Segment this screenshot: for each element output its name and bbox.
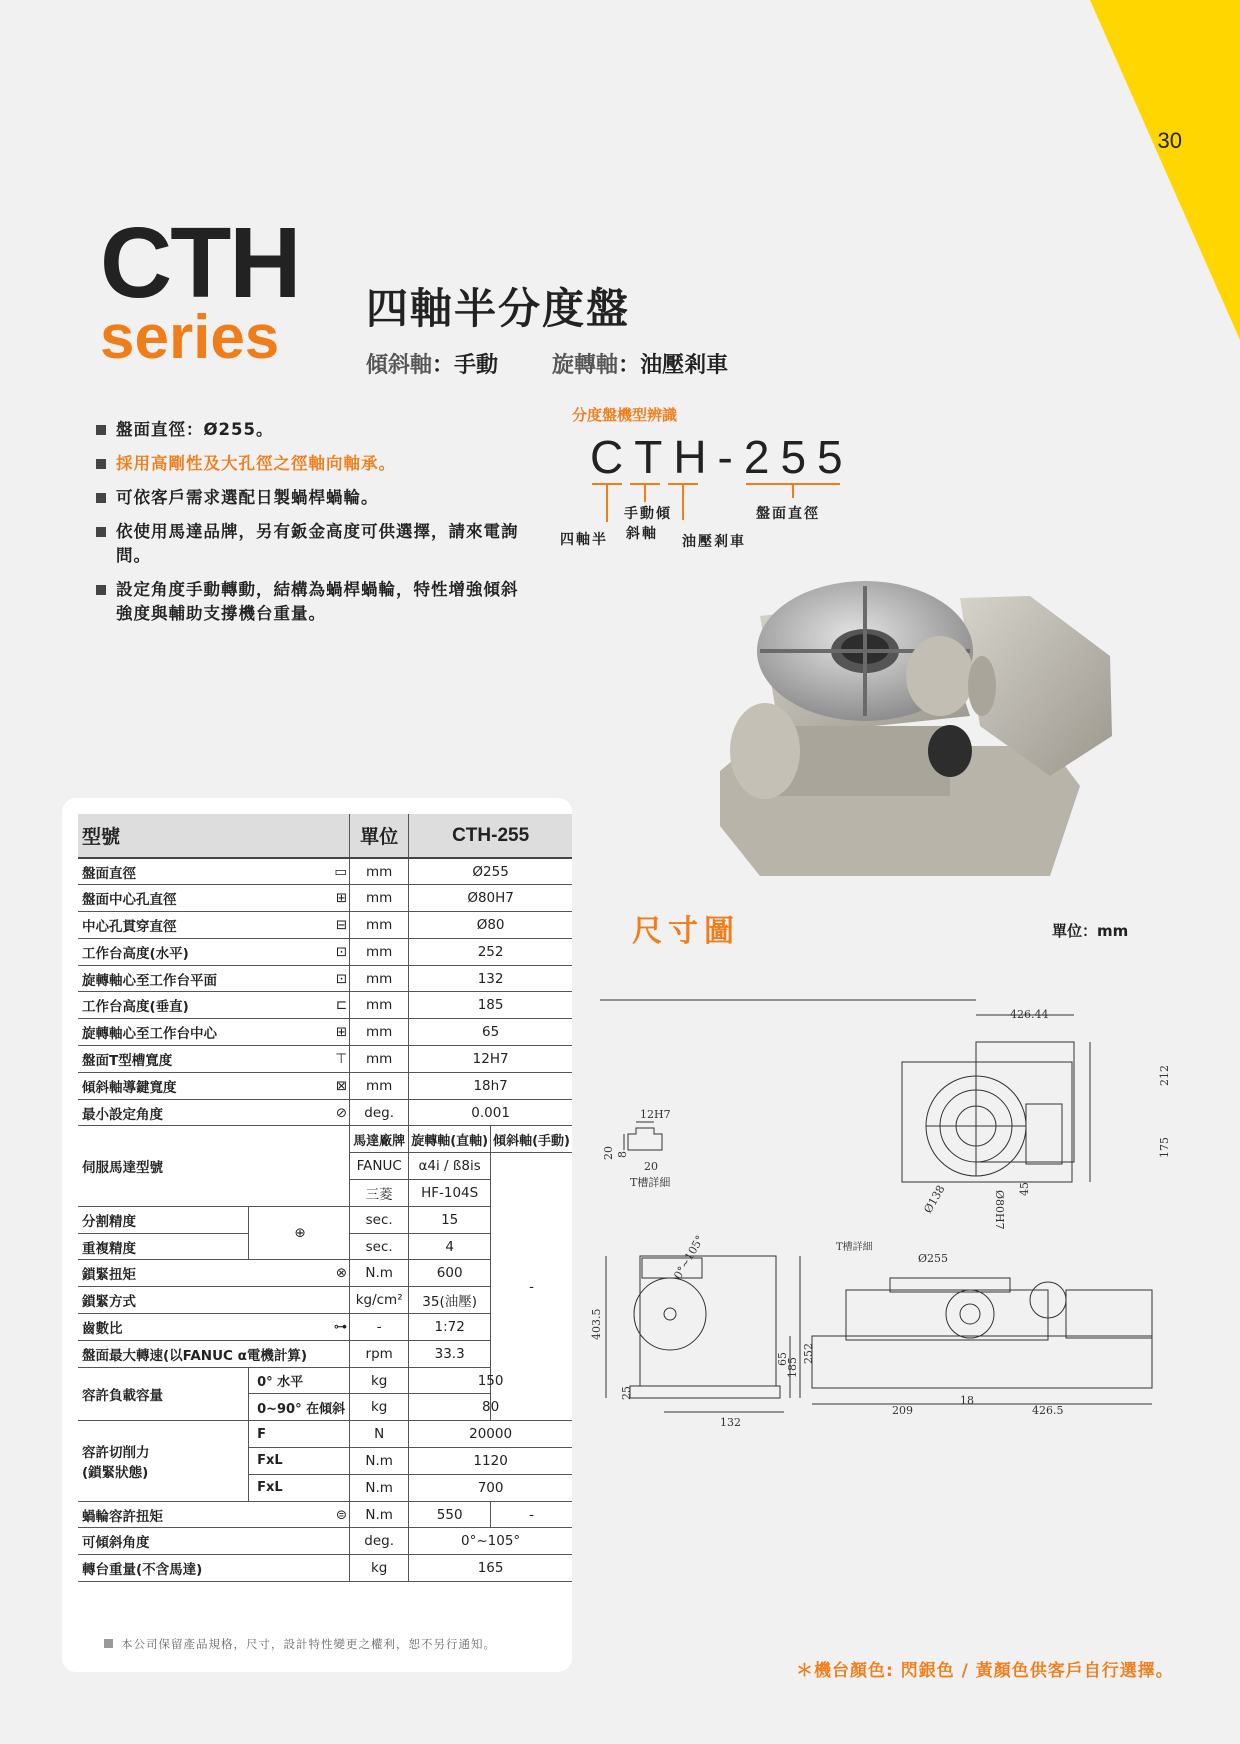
front-view-drawing xyxy=(606,1256,800,1412)
svg-text:Ø255: Ø255 xyxy=(918,1252,949,1265)
svg-text:426.5: 426.5 xyxy=(1032,1404,1064,1417)
feature-item: 採用高剛性及大孔徑之徑軸向軸承。 xyxy=(96,452,528,476)
top-view-drawing xyxy=(600,1000,1090,1182)
table-row: 容許負載容量 0° 水平 kg 150 xyxy=(78,1367,572,1394)
svg-text:175: 175 xyxy=(1158,1137,1171,1158)
svg-text:12H7: 12H7 xyxy=(640,1108,671,1121)
table-row: 旋轉軸心至工作台平面 ⊡ mm 132 xyxy=(78,965,572,992)
table-row: 重複精度 sec. 4 xyxy=(78,1233,572,1260)
caption-tilt-axis: 斜軸 xyxy=(626,526,658,542)
table-row: 可傾斜角度 deg. 0°~105° xyxy=(78,1528,572,1555)
center-hole-icon: ⊞ xyxy=(335,890,348,907)
caption-4axis: 四軸半 xyxy=(560,532,608,548)
t-slot-icon: ⊤ xyxy=(335,1050,348,1067)
svg-text:45: 45 xyxy=(1018,1182,1031,1196)
spec-table-card xyxy=(62,798,572,1672)
feature-list xyxy=(96,418,528,636)
table-diameter-icon: ▭ xyxy=(334,863,348,880)
axis-to-center-icon: ⊞ xyxy=(335,1024,348,1041)
table-row: 最小設定角度 ⊘ deg. 0.001 xyxy=(78,1099,572,1126)
table-header-row xyxy=(78,814,572,858)
caption-manual-tilt: 手動傾 xyxy=(624,506,672,522)
height-vertical-icon: ⊏ xyxy=(335,997,348,1014)
guide-key-icon: ⊠ xyxy=(335,1077,348,1094)
gear-ratio-icon: ⊶ xyxy=(333,1318,348,1335)
table-row: FxL N.m 1120 xyxy=(78,1448,572,1475)
tilt-dash: - xyxy=(491,1153,572,1421)
feature-item: 盤面直徑：Ø255。 xyxy=(96,418,528,442)
table-row: 工作台高度(水平) ⊡ mm 252 xyxy=(78,938,572,965)
model-identification xyxy=(560,402,860,562)
table-row: 三菱 HF-104S xyxy=(78,1180,572,1207)
svg-text:18: 18 xyxy=(960,1394,974,1407)
brand-series: series xyxy=(100,303,280,372)
svg-text:Ø138: Ø138 xyxy=(921,1183,948,1216)
page-title: 四軸半分度盤 xyxy=(366,284,631,333)
table-row: FANUC α4i / ß8is - xyxy=(78,1153,572,1180)
dimension-title: 尺寸圖 xyxy=(632,914,740,949)
subtitle: 傾斜軸：手動 旋轉軸：油壓剎車 xyxy=(366,353,729,378)
yellow-corner-triangle xyxy=(1040,0,1240,340)
worm-gear-icon: ⊜ xyxy=(335,1506,348,1523)
servo-name: 伺服馬達型號 xyxy=(78,1126,350,1206)
angle-icon: ⊘ xyxy=(335,1104,348,1121)
axis-to-plane-icon: ⊡ xyxy=(335,970,348,987)
svg-text:20: 20 xyxy=(644,1160,658,1173)
height-horizontal-icon: ⊡ xyxy=(335,943,348,960)
svg-text:Ø80H7: Ø80H7 xyxy=(993,1190,1006,1230)
caption-hydraulic-brake: 油壓剎車 xyxy=(682,534,746,550)
spec-table xyxy=(78,814,572,1582)
svg-text:0°~105°: 0°~105° xyxy=(671,1233,707,1282)
svg-text:8: 8 xyxy=(616,1151,629,1158)
svg-text:T槽詳細: T槽詳細 xyxy=(630,1176,671,1189)
feature-item: 可依客戶需求選配日製蝸桿蝸輪。 xyxy=(96,486,528,510)
header-value: CTH-255 xyxy=(409,814,572,858)
model-id-label: 分度盤機型辨識 xyxy=(572,406,678,424)
svg-text:65: 65 xyxy=(776,1352,789,1366)
unit-label: 單位：mm xyxy=(1052,922,1129,940)
through-hole-icon: ⊟ xyxy=(335,916,348,933)
svg-text:T槽詳細: T槽詳細 xyxy=(836,1242,873,1253)
model-code: CTH-255 xyxy=(590,431,854,483)
table-row: 分割精度 ⊕ sec. 15 xyxy=(78,1206,572,1233)
t-slot-detail-drawing xyxy=(624,1122,662,1150)
svg-text:132: 132 xyxy=(720,1416,741,1429)
disclaimer-note: 本公司保留產品規格，尺寸，設計特性變更之權利，恕不另行通知。 xyxy=(104,1636,496,1652)
color-footnote: ＊機台顏色: 閃銀色 / 黃顏色供客戶自行選擇。 xyxy=(796,1661,1174,1681)
caption-table-diameter: 盤面直徑 xyxy=(756,506,820,522)
table-row: 鎖緊方式 kg/cm² 35(油壓) xyxy=(78,1287,572,1314)
table-row: 傾斜軸導鍵寬度 ⊠ mm 18h7 xyxy=(78,1072,572,1099)
brand-logo xyxy=(100,207,300,372)
svg-text:25: 25 xyxy=(620,1386,633,1400)
table-row: 鎖緊扭矩 ⊗ N.m 600 xyxy=(78,1260,572,1287)
brand-name: CTH xyxy=(100,207,300,319)
svg-text:403.5: 403.5 xyxy=(590,1308,603,1340)
svg-text:426.44: 426.44 xyxy=(1010,1008,1049,1021)
table-row: 盤面直徑 ▭ mm Ø255 xyxy=(78,858,572,885)
table-row: 盤面T型槽寬度 ⊤ mm 12H7 xyxy=(78,1046,572,1073)
side-view-drawing xyxy=(600,1000,1152,1404)
table-row: 0~90° 在傾斜 kg 80 xyxy=(78,1394,572,1421)
header-model: 型號 xyxy=(78,814,350,858)
table-row: 容許切削力 (鎖緊狀態) F N 20000 xyxy=(78,1421,572,1448)
table-row: 中心孔貫穿直徑 ⊟ mm Ø80 xyxy=(78,912,572,939)
table-row: 齒數比 ⊶ - 1:72 xyxy=(78,1314,572,1341)
header-unit: 單位 xyxy=(350,814,409,858)
table-row: FxL N.m 700 xyxy=(78,1474,572,1501)
table-row: 盤面中心孔直徑 ⊞ mm Ø80H7 xyxy=(78,885,572,912)
table-row: 旋轉軸心至工作台中心 ⊞ mm 65 xyxy=(78,1019,572,1046)
svg-text:212: 212 xyxy=(1158,1065,1171,1086)
feature-item: 設定角度手動轉動，結構為蝸桿蝸輪，特性增強傾斜強度與輔助支撐機台重量。 xyxy=(96,578,528,626)
product-photo xyxy=(720,586,1120,876)
table-row: 工作台高度(垂直) ⊏ mm 185 xyxy=(78,992,572,1019)
torque-icon: ⊗ xyxy=(335,1265,348,1282)
svg-text:209: 209 xyxy=(892,1404,913,1417)
page-number: 30 xyxy=(1157,128,1182,153)
servo-header-row: 伺服馬達型號 馬達廠牌 旋轉軸(直軸) 傾斜軸(手動) xyxy=(78,1126,572,1153)
table-row: 蝸輪容許扭矩 ⊜ N.m 550 - xyxy=(78,1501,572,1528)
accuracy-icon: ⊕ xyxy=(294,1225,306,1242)
svg-text:252: 252 xyxy=(802,1343,815,1364)
dimension-drawings xyxy=(590,1000,1180,1440)
svg-text:185: 185 xyxy=(786,1357,799,1378)
svg-text:20: 20 xyxy=(602,1146,615,1160)
table-row: 轉台重量(不含馬達) kg 165 xyxy=(78,1555,572,1582)
feature-item: 依使用馬達品牌，另有鈑金高度可供選擇，請來電詢問。 xyxy=(96,520,528,568)
table-row: 盤面最大轉速(以FANUC α電機計算) rpm 33.3 xyxy=(78,1340,572,1367)
